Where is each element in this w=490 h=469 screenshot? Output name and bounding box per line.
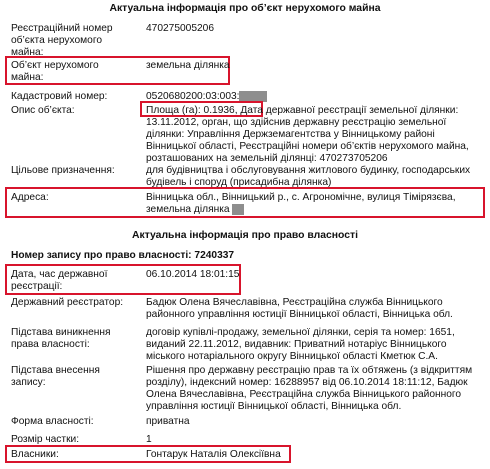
value-object-type: земельна ділянка: [146, 60, 230, 71]
value-ownership-form: приватна: [146, 416, 190, 427]
label-share-size: Розмір частки:: [11, 434, 80, 445]
value-object-description: [146, 105, 482, 165]
label-address: Адреса:: [11, 192, 49, 203]
label-ownership-basis: Підстава виникнення права власності:: [11, 327, 111, 350]
address-text: Вінницька обл., Вінницький р., с. Агрономічне, вулиця Тімірязєва, земельна ділянка: [146, 192, 456, 216]
value-share-size: 1: [146, 434, 152, 445]
area-text: Площа (га): 0.1936: [146, 105, 235, 116]
label-cadastral-number: Кадастровий номер:: [11, 91, 108, 102]
value-registrar: Бадюк Олена Вячеславівна, Реєстраційна служба Вінницького районного управління юстиції Вінницької області, Вінницька обл.: [146, 297, 453, 320]
section1-title: Актуальна інформація про об’єкт нерухомого майна: [109, 3, 381, 14]
cadastral-number-text: 0520680200:03:003:: [146, 91, 240, 103]
label-owners: Власники:: [11, 449, 59, 460]
label-registration-date: Дата, час державної реєстрації:: [11, 269, 108, 292]
section2-title: Актуальна інформація про право власності: [131, 230, 359, 241]
value-registration-date: 06.10.2014 18:01:15: [146, 269, 240, 280]
label-registrar: Державний реєстратор:: [11, 297, 124, 308]
record-number: Номер запису про право власності: 7240337: [11, 250, 235, 261]
value-registration-number: 470275005206: [146, 23, 214, 34]
label-record-basis: Підстава внесення запису:: [11, 365, 100, 388]
redaction-block: [232, 204, 244, 215]
value-owners: Гонтарук Наталія Олексіївна: [146, 449, 281, 460]
description-text: , Дата державної реєстрації земельної ділянки: 13.11.2012, орган, що здійснив державну реєстрацію земельної ділянки: Управління Держземагентства у Вінницькому районі Вінницької області, Реєстраційні номери об’єктів нерухомого майна, розташованих на земельній ділянці: 470273705206: [146, 105, 469, 164]
label-ownership-form: Форма власності:: [11, 416, 94, 427]
value-ownership-basis: договір купівлі-продажу, земельної ділянки, серія та номер: 1651, виданий 22.11.2012, видавник: Приватний нотаріус Вінницького міського нотаріального округу Вінницької області Кметюк С.А.: [146, 327, 455, 362]
label-registration-number: Реєстраційний номер об’єкта нерухомого майна:: [11, 23, 113, 58]
value-record-basis: Рішення про державну реєстрацію прав та їх обтяжень (з відкриттям розділу), індексний номер: 16288957 від 06.10.2014 18:11:12, Бадюк Олена Вячеславівна, Реєстраційна служба Вінницького районного управління юстиції Вінницької області, Вінницька обл.: [146, 365, 473, 412]
label-purpose: Цільове призначення:: [11, 165, 115, 176]
label-object-description: Опис об’єкта:: [11, 105, 75, 116]
value-purpose: для будівництва і обслуговування житлового будинку, господарських будівель і споруд (присадибна ділянка): [146, 165, 471, 188]
value-address: [146, 192, 482, 216]
label-object-type: Об’єкт нерухомого майна:: [11, 60, 99, 83]
